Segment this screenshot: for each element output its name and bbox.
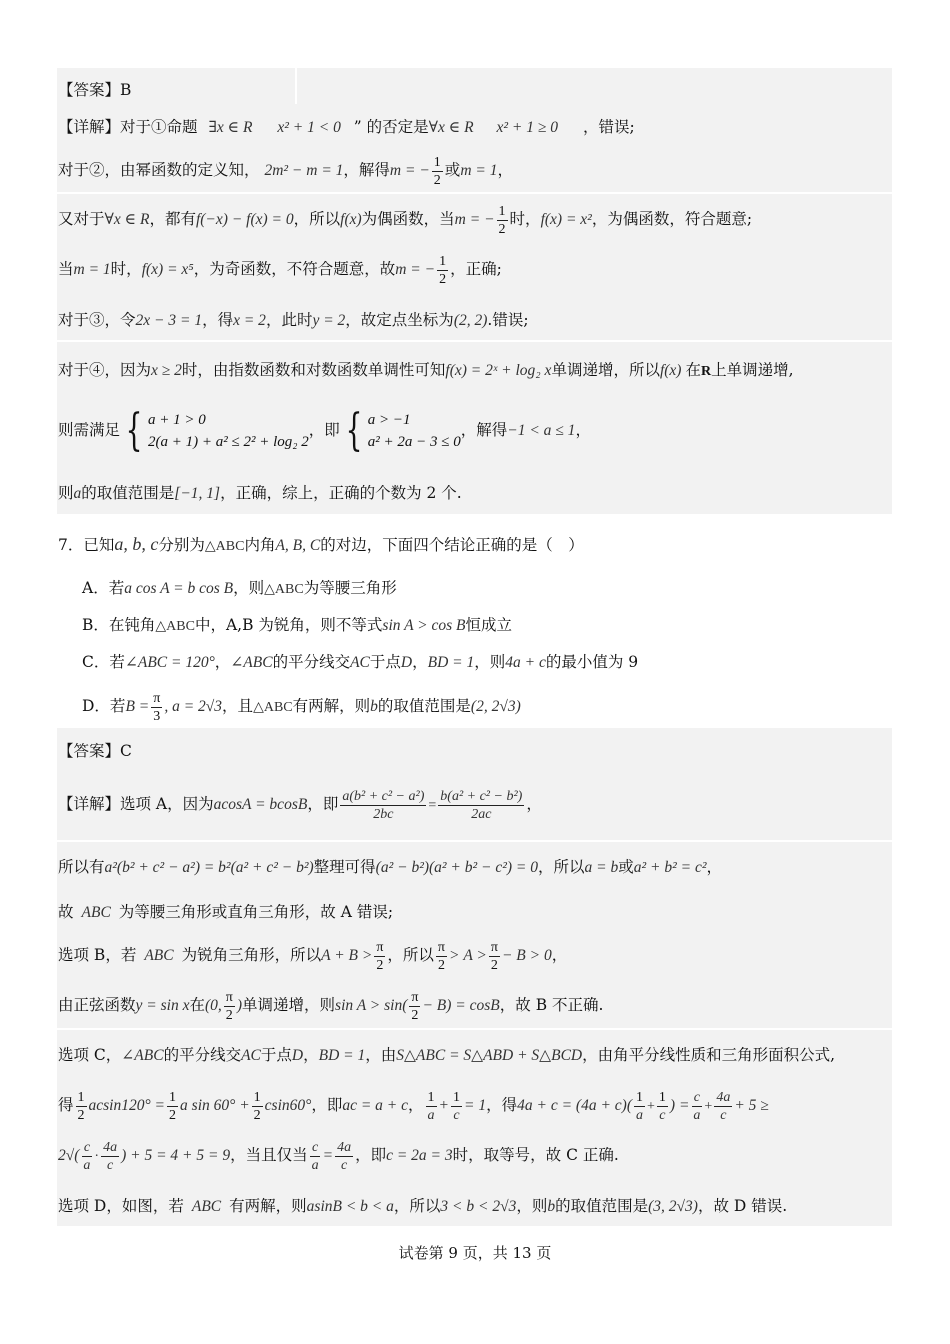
solution-line: 故 ABC 为等腰三角形或直角三角形，故 A 错误; <box>58 903 394 921</box>
fraction: $\frac{4a}{c}$ <box>716 1089 731 1123</box>
fraction: $\frac{\text{a(b² + c² − a²)}}{2bc}$ <box>342 788 425 822</box>
system-of-inequalities: a + 1 > 0 2(a + 1) + a² ≤ 2² + log₂ 2 <box>148 412 309 450</box>
fraction: $\frac{c}{a}$ <box>311 1139 319 1173</box>
option-d: D．若B = $\frac{\pi}{3}$ , a = 2√3，且△ABC有两解，则b的取值范围是(2, 2√3) <box>82 690 521 724</box>
solution-line: 则需满足 { a + 1 > 0 2(a + 1) + a² ≤ 2² + log₂ 2 ，即 { a > −1 a² + 2a − 3 ≤ 0 ，解得−1 < a ≤ 1， <box>58 405 591 456</box>
fraction: $\frac{1}{2}$ <box>253 1089 261 1123</box>
option-a: A．若a cos A = b cos B，则△ABC为等腰三角形 <box>82 579 397 597</box>
fraction: $\frac{1}{2}$ <box>498 203 506 237</box>
option-b: B．在钝角△ABC中，A,B 为锐角，则不等式sin A > cos B恒成立 <box>82 616 513 634</box>
solution-line: 对于②，由幂函数的定义知， 2m² − m = 1，解得m = − $\frac{1}{2}$ 或m = 1， <box>58 154 513 188</box>
solution-line: 选项 B，若 ABC 为锐角三角形，所以A + B > $\frac{\pi}{2}$ ，所以 $\frac{\pi}{2}$ > A > $\frac{\pi}{2}$ − B > 0， <box>58 939 568 973</box>
fraction: $\frac{1}{2}$ <box>439 253 447 287</box>
fraction: $\frac{c}{a}$ <box>83 1139 91 1173</box>
fraction: $\frac{4a}{c}$ <box>337 1139 352 1173</box>
fraction: $\frac{c}{a}$ <box>693 1089 701 1123</box>
option-c: C．若∠ABC = 120°，∠ABC的平分线交AC于点D，BD = 1，则4a + c的最小值为 9 <box>82 653 639 671</box>
fraction: $\frac{\pi}{2}$ <box>490 939 498 973</box>
fraction: $\frac{1}{a}$ <box>427 1089 435 1123</box>
fraction: $\frac{1}{a}$ <box>636 1089 643 1123</box>
system-of-inequalities: a > −1 a² + 2a − 3 ≤ 0 <box>367 412 461 450</box>
solution-line: 所以有a²(b² + c² − a²) = b²(a² + c² − b²)整理可得(a² − b²)(a² + b² − c²) = 0，所以a = b或a² + b² = c²， <box>58 858 723 876</box>
question-stem: 7．已知a, b, c分别为△ABC内角A, B, C的对边，下面四个结论正确的是（ ） <box>58 534 584 554</box>
fraction: $\frac{\pi}{2}$ <box>437 939 445 973</box>
shade-block <box>297 68 892 104</box>
solution-line: 对于④，因为x ≥ 2时，由指数函数和对数函数单调性可知f(x) = 2ˣ + log₂ x单调递增，所以f(x) 在R上单调递增, <box>58 361 794 379</box>
solution-line: 当m = 1时，f(x) = x⁵，为奇函数，不符合题意，故m = − $\frac{1}{2}$ ，正确; <box>58 253 502 287</box>
fraction: $\frac{1}{c}$ <box>453 1089 461 1123</box>
solution-line: 又对于∀x ∈ R，都有f(−x) − f(x) = 0，所以f(x)为偶函数，当m = − $\frac{1}{2}$ 时，f(x) = x²，为偶函数，符合题意; <box>58 203 753 237</box>
fraction: $\frac{1}{2}$ <box>169 1089 177 1123</box>
fraction: $\frac{1}{c}$ <box>658 1089 666 1123</box>
page-footer: 试卷第 9 页，共 13 页 <box>398 1244 552 1262</box>
fraction: $\frac{\pi}{3}$ <box>153 690 161 724</box>
solution-line: 【详解】对于①命题 ∃x ∈ R x² + 1 < 0 ” 的否定是∀x ∈ R x² + 1 ≥ 0 ，错误; <box>58 118 635 136</box>
fraction: $\frac{4a}{c}$ <box>103 1139 118 1173</box>
solution-line: 选项 C，∠ABC的平分线交AC于点D，BD = 1，由S△ABC = S△ABD + S△BCD，由角平分线性质和三角形面积公式, <box>58 1046 836 1064</box>
solution-line: 由正弦函数y = sin x在(0, $\frac{\pi}{2}$ )单调递增，则sin A > sin( $\frac{\pi}{2}$ − B) = cosB，故 B 不正确. <box>58 989 604 1023</box>
solution-line: 选项 D，如图，若 ABC 有两解，则asinB < b < a，所以3 < b < 2√3，则b的取值范围是(3, 2√3)，故 D 错误. <box>58 1197 788 1215</box>
answer-label: 【答案】B <box>58 81 132 99</box>
fraction: $\frac{\text{b(a² + c² − b²)}}{2ac}$ <box>440 788 523 822</box>
fraction: $\frac{1}{2}$ <box>77 1089 85 1123</box>
fraction: $\frac{\pi}{2}$ <box>376 939 384 973</box>
solution-line: 2√( $\frac{c}{a}$ · $\frac{4a}{c}$ ) + 5 = 4 + 5 = 9，当且仅当 $\frac{c}{a}$ = $\frac{4a}{c}$ ，即c = 2a = 3时，取等号，故 C 正确. <box>58 1139 619 1173</box>
answer-label: 【答案】C <box>58 742 132 760</box>
solution-line: 对于③，令2x − 3 = 1，得x = 2，此时y = 2，故定点坐标为(2, 2).错误; <box>58 311 529 329</box>
fraction: $\frac{1}{2}$ <box>433 154 441 188</box>
fraction: $\frac{\pi}{2}$ <box>411 989 419 1023</box>
solution-line: 【详解】选项 A，因为acosA = bcosB，即 $\frac{\text{a(b² + c² − a²)}}{2bc}$ = $\frac{\text{b(a² + c² − b²)}}{2ac}$ ， <box>58 788 542 822</box>
fraction: $\frac{\pi}{2}$ <box>225 989 233 1023</box>
solution-line: 得 $\frac{1}{2}$ acsin120° = $\frac{1}{2}$ a sin 60° + $\frac{1}{2}$ csin60°，即ac = a + c， $\frac{1}{a}$ + $\frac{1}{c}$ = 1，得4a + c = (4a + c)( $\frac{1}{a}$ + $\frac{1}{c}$ ) = $\frac{c}{a}$ + $\frac{4a}{c}$ + 5 ≥ <box>58 1089 769 1123</box>
solution-line: 则a的取值范围是[−1, 1]，正确，综上，正确的个数为 2 个. <box>58 484 462 502</box>
